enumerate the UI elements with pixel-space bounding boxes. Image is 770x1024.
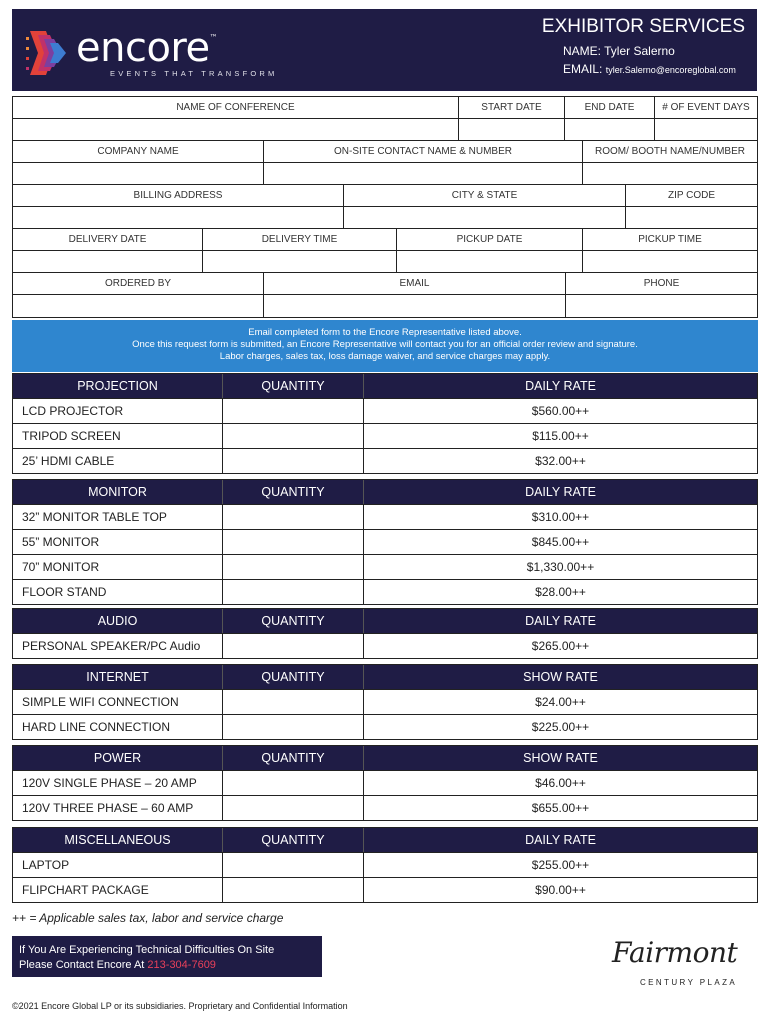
submission-notice: Email completed form to the Encore Representative listed above. Once this request form is submitted, an Encore Representative will contact you for an official order review and signature. Labor charges, sales tax, loss damage waiver, and service charges may apply. — [12, 320, 758, 372]
section-title: AUDIO — [13, 609, 223, 633]
quantity-header: QUANTITY — [223, 746, 364, 770]
quantity-input[interactable] — [223, 399, 364, 423]
item-name: 32” MONITOR TABLE TOP — [13, 505, 223, 529]
item-price: $225.00++ — [531, 720, 590, 734]
form-label-row — [13, 273, 757, 295]
item-price: $845.00++ — [531, 535, 590, 549]
item-price: $90.00++ — [535, 883, 586, 897]
conference-name-field[interactable] — [13, 119, 459, 140]
equipment-table-internet — [12, 664, 758, 740]
item-name: LAPTOP — [13, 853, 223, 877]
quantity-header: QUANTITY — [223, 374, 364, 398]
equipment-row — [13, 689, 757, 714]
item-price: $265.00++ — [531, 639, 590, 653]
contact-email: EMAIL: tyler.Salerno@encoreglobal.com — [563, 62, 736, 76]
equipment-table-power — [12, 745, 758, 821]
item-price: $28.00++ — [535, 585, 586, 599]
section-header — [13, 609, 757, 633]
quantity-input[interactable] — [223, 505, 364, 529]
label-event-days: # OF EVENT DAYS — [662, 102, 750, 113]
onsite-contact-field[interactable] — [264, 163, 583, 184]
start-date-field[interactable] — [459, 119, 565, 140]
section-header — [13, 828, 757, 852]
item-price: $1,330.00++ — [526, 560, 595, 574]
quantity-input[interactable] — [223, 555, 364, 579]
fairmont-wordmark: Fairmont — [612, 936, 738, 969]
quantity-input[interactable] — [223, 690, 364, 714]
form-input-row — [13, 295, 757, 317]
quantity-input[interactable] — [223, 580, 364, 604]
item-price: $310.00++ — [531, 510, 590, 524]
pickup-date-field[interactable] — [397, 251, 583, 272]
quantity-input[interactable] — [223, 715, 364, 739]
event-info-form — [12, 96, 758, 318]
label-delivery-time: DELIVERY TIME — [203, 229, 397, 250]
ordered-by-field[interactable] — [13, 295, 264, 317]
item-price: $655.00++ — [531, 801, 590, 815]
equipment-row — [13, 423, 757, 448]
label-phone: PHONE — [643, 278, 680, 289]
item-price: $255.00++ — [531, 858, 590, 872]
end-date-field[interactable] — [565, 119, 655, 140]
item-name: FLIPCHART PACKAGE — [13, 878, 223, 902]
quantity-header: QUANTITY — [223, 665, 364, 689]
fairmont-logo — [612, 936, 747, 991]
equipment-table-miscellaneous — [12, 827, 758, 903]
form-input-row — [13, 119, 757, 141]
section-title: INTERNET — [13, 665, 223, 689]
encore-logo-icon — [24, 27, 68, 79]
section-header — [13, 374, 757, 398]
rate-header: SHOW RATE — [523, 751, 598, 765]
delivery-date-field[interactable] — [13, 251, 203, 272]
pricing-footnote: ++ = Applicable sales tax, labor and service charge — [12, 911, 284, 925]
rate-header: DAILY RATE — [525, 614, 596, 628]
equipment-row — [13, 795, 757, 820]
quantity-input[interactable] — [223, 424, 364, 448]
equipment-table-projection — [12, 373, 758, 474]
item-name: 120V SINGLE PHASE – 20 AMP — [13, 771, 223, 795]
form-input-row — [13, 207, 757, 229]
page-title: EXHIBITOR SERVICES — [541, 16, 745, 37]
pickup-time-field[interactable] — [583, 251, 757, 272]
contact-name: NAME: Tyler Salerno — [563, 44, 675, 58]
quantity-input[interactable] — [223, 634, 364, 658]
label-billing-address: BILLING ADDRESS — [13, 185, 344, 206]
delivery-time-field[interactable] — [203, 251, 397, 272]
zip-code-field[interactable] — [626, 207, 757, 228]
section-title: MISCELLANEOUS — [13, 828, 223, 852]
equipment-row — [13, 770, 757, 795]
item-name: PERSONAL SPEAKER/PC Audio — [13, 634, 223, 658]
equipment-row — [13, 633, 757, 658]
company-name-field[interactable] — [13, 163, 264, 184]
logo-tagline: EVENTS THAT TRANSFORM — [110, 69, 278, 78]
event-days-field[interactable] — [655, 119, 757, 140]
rate-header: SHOW RATE — [523, 670, 598, 684]
item-price: $46.00++ — [535, 776, 586, 790]
quantity-header: QUANTITY — [223, 480, 364, 504]
label-start-date: START DATE — [459, 97, 565, 118]
item-price: $560.00++ — [531, 404, 590, 418]
label-email: EMAIL — [264, 273, 566, 294]
equipment-row — [13, 852, 757, 877]
rate-header: DAILY RATE — [525, 379, 596, 393]
quantity-input[interactable] — [223, 449, 364, 473]
equipment-row — [13, 529, 757, 554]
equipment-table-audio — [12, 608, 758, 659]
section-title: MONITOR — [13, 480, 223, 504]
quantity-input[interactable] — [223, 530, 364, 554]
label-onsite-contact: ON-SITE CONTACT NAME & NUMBER — [264, 141, 583, 162]
header-banner — [12, 9, 757, 91]
equipment-row — [13, 714, 757, 739]
equipment-row — [13, 877, 757, 902]
form-label-row — [13, 97, 757, 119]
label-room-booth: ROOM/ BOOTH NAME/NUMBER — [594, 146, 745, 157]
form-input-row — [13, 251, 757, 273]
section-header — [13, 665, 757, 689]
section-header — [13, 480, 757, 504]
fairmont-subtitle: CENTURY PLAZA — [640, 978, 738, 987]
item-name: TRIPOD SCREEN — [13, 424, 223, 448]
label-ordered-by: ORDERED BY — [13, 273, 264, 294]
label-city-state: CITY & STATE — [344, 185, 626, 206]
item-price: $32.00++ — [535, 454, 586, 468]
item-name: HARD LINE CONNECTION — [13, 715, 223, 739]
label-zip-code: ZIP CODE — [667, 190, 716, 201]
phone-field[interactable] — [566, 295, 757, 317]
tech-support-box: If You Are Experiencing Technical Difficulties On Site Please Contact Encore At 213-304-7609 — [12, 936, 322, 977]
form-label-row — [13, 229, 757, 251]
item-name: 120V THREE PHASE – 60 AMP — [13, 796, 223, 820]
form-label-row — [13, 185, 757, 207]
item-name: FLOOR STAND — [13, 580, 223, 604]
equipment-row — [13, 448, 757, 473]
item-name: 55” MONITOR — [13, 530, 223, 554]
copyright-notice: ©2021 Encore Global LP or its subsidiaries. Proprietary and Confidential Information — [12, 1001, 348, 1011]
item-price: $115.00++ — [532, 429, 589, 443]
rate-header: DAILY RATE — [525, 833, 596, 847]
form-input-row — [13, 163, 757, 185]
equipment-table-monitor — [12, 479, 758, 605]
billing-address-field[interactable] — [13, 207, 344, 228]
item-name: SIMPLE WIFI CONNECTION — [13, 690, 223, 714]
equipment-row — [13, 579, 757, 604]
rate-header: DAILY RATE — [525, 485, 596, 499]
item-name: 70” MONITOR — [13, 555, 223, 579]
room-booth-field[interactable] — [583, 163, 757, 184]
quantity-input[interactable] — [223, 878, 364, 902]
section-title: POWER — [13, 746, 223, 770]
form-label-row — [13, 141, 757, 163]
equipment-row — [13, 554, 757, 579]
equipment-row — [13, 504, 757, 529]
label-company-name: COMPANY NAME — [13, 141, 264, 162]
item-name: LCD PROJECTOR — [13, 399, 223, 423]
label-end-date: END DATE — [565, 97, 655, 118]
quantity-header: QUANTITY — [223, 828, 364, 852]
label-pickup-date: PICKUP DATE — [397, 229, 583, 250]
quantity-input[interactable] — [223, 853, 364, 877]
city-state-field[interactable] — [344, 207, 626, 228]
label-delivery-date: DELIVERY DATE — [13, 229, 203, 250]
label-pickup-time: PICKUP TIME — [638, 234, 702, 245]
support-phone-link[interactable]: 213-304-7609 — [147, 959, 216, 971]
label-conference-name: NAME OF CONFERENCE — [13, 97, 459, 118]
section-title: PROJECTION — [13, 374, 223, 398]
item-price: $24.00++ — [535, 695, 586, 709]
quantity-input[interactable] — [223, 771, 364, 795]
section-header — [13, 746, 757, 770]
quantity-input[interactable] — [223, 796, 364, 820]
equipment-row — [13, 398, 757, 423]
email-field[interactable] — [264, 295, 566, 317]
item-name: 25’ HDMI CABLE — [13, 449, 223, 473]
quantity-header: QUANTITY — [223, 609, 364, 633]
encore-logo-text: encore™ — [76, 25, 218, 71]
